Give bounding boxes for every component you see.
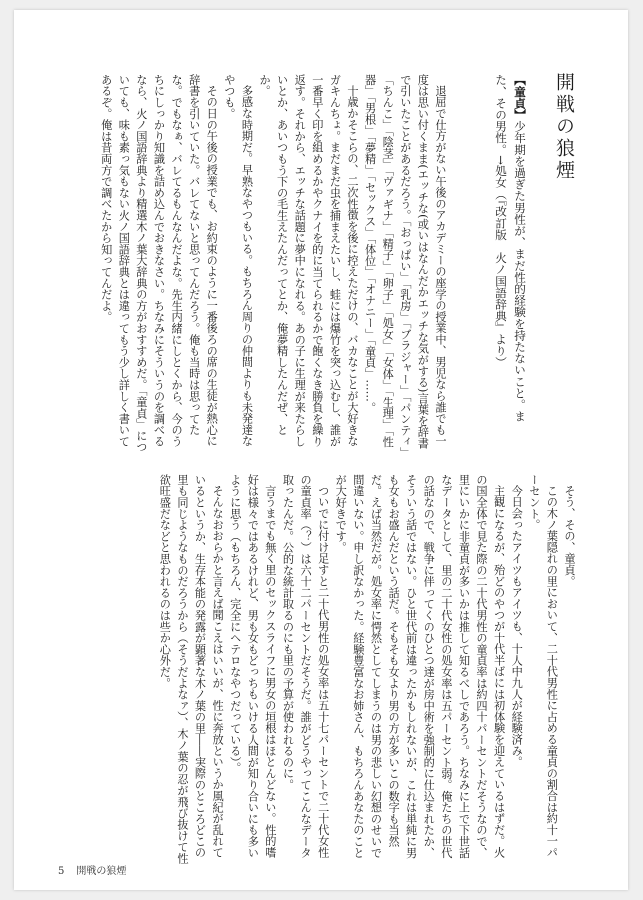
book-page	[14, 10, 628, 890]
paragraph: 言うまでも無く里のセックスライフに男女の垣根はほとんどない。性的嗜好は様々ではあるけれど、男も女もどっちもいける人間が知り合いにも多いように思う（もちろん、完全にヘテロなやつだっている）。	[228, 474, 277, 859]
paragraph: 今日会ったアイツもアイツも、十人中九人が経験済み。	[510, 485, 524, 768]
page-number: 5	[58, 866, 65, 877]
definition-term: 【童貞】	[513, 74, 527, 121]
definition-block	[449, 74, 529, 444]
paragraph: そんなおおらかと言えば聞こえはいいが、性に奔放というか風紀が乱れているというか、生存本能の発露が顕著な木ノ葉の里――実際のところどこの里も同じようなものだろうから（そうだよなァ）、木ノ葉の忍が飛び抜けて性欲旺盛だなどと思われるのは些か心外だ。	[158, 474, 225, 864]
paragraph: 十歳かそこらの、二次性徴を後に控えただけの、バカなことが大好きなガキんちょ。まだまだ虫を捕まえたいし、蛙には爆竹を突っ込むし、誰が一番早く印を組めるかやクナイを的に当てられるかで飽くなき勝負を繰り返す。それから、エッチな話題に夢中になれる。あの子に生理が来たらしいとか、あいつもう下の毛生えたんだってとか、俺夢精したんだぜ、とか。	[258, 74, 360, 447]
paragraph: 退屈で仕方がない午後のアカデミーの座学の授業中、男児なら誰でも一度は思い付くまま(エッチな(或いはなんだかエッチな気がする)言葉を辞書で引いたことがあるだろう。「おっぱい」「乳房」「ブラジャー」「パンティ」「ちんこ」「陰茎」「ヴァギナ」「精子」「卵子」「処女」「女体」「生理」「性器」「男根」「夢精」「セックス」「体位」「オナニー」「童貞」……。	[363, 74, 447, 453]
page-footer	[58, 862, 126, 877]
paragraph: その日の午後の授業でも、お約束のように一番後ろの席の生徒が熱心に辞書を引いていた。バレてないと思ってんだろう。俺も当時は思ってたな。でもなぁ、バレてるもんなんだよな。先生内緒にしとくから、今のうちにしっかり知識を詰め込んでおきなさい。ちなみにそういうのを調べるなら、火ノ国語辞典より精選木ノ葉大辞典の方がおすすめだ。「童貞」についても、味も素っ気もない火ノ国語辞典とは違ってもう少し詳しく書いてあるぞ。俺は昔両方で調べたから知ってんだよ。	[99, 74, 219, 453]
paragraph: そう、その、童貞。	[563, 485, 576, 587]
definition-text: 少年期を過ぎた男性が、まだ性的経験を持たないこと。また、その男性。→処女（『改訂版 火ノ国語辞典』より）	[494, 74, 527, 423]
paragraph: 主観になるが、殆どのやつが十代半ばには初体験を迎えているはずだ。火の国全体で見た際の二十代男性の童貞率は約四十パーセントだそうなので、里にいかに非童貞が多いかは推して知るべしであろう。ちなみに上で下世話なデータとして、里の二十代女性の処女率は五パーセント弱。俺たちの世代の話なので、戦争に伴ってくのひとつ達が房中術を強制的に仕込まれたか、そういう話ではない。ひと世代前は違ったかもしれないが、これは単純に男も女もお盛んだという話だ。そもそも女より男の方が多いこの数字も当然だ。えば当然だが。処女率に愕然としてしまうのは男の悲しい幻想のせいで間違いない。申し訳なかった。経験豊富なお姉さん、もちろんあなたのことが大好きです。	[334, 474, 506, 859]
body-text-upper	[64, 74, 449, 454]
paragraph: 多感な時期だ。早熟なやつもいる。もちろん周りの仲間よりも未発達なやつも。	[222, 74, 254, 447]
paragraph: この木ノ葉隠れの里において、二十代男性に占める童貞の割合は約十一パーセント。	[527, 474, 559, 859]
paragraph: ついでに付け足すと二十代男性の処女率は五十七パーセントで二十代女性の童貞率（？）は六十二パーセントだそうだ。誰がどうやってこんなデータ取ったんだ。公的な統計取るのにも里の予算が使われるのに。	[281, 474, 330, 859]
body-text-lower	[66, 474, 578, 864]
running-title: 開戦の狼煙	[76, 866, 127, 877]
definition-paragraph	[491, 74, 529, 444]
chapter-title: 開戦の狼煙	[553, 72, 575, 182]
